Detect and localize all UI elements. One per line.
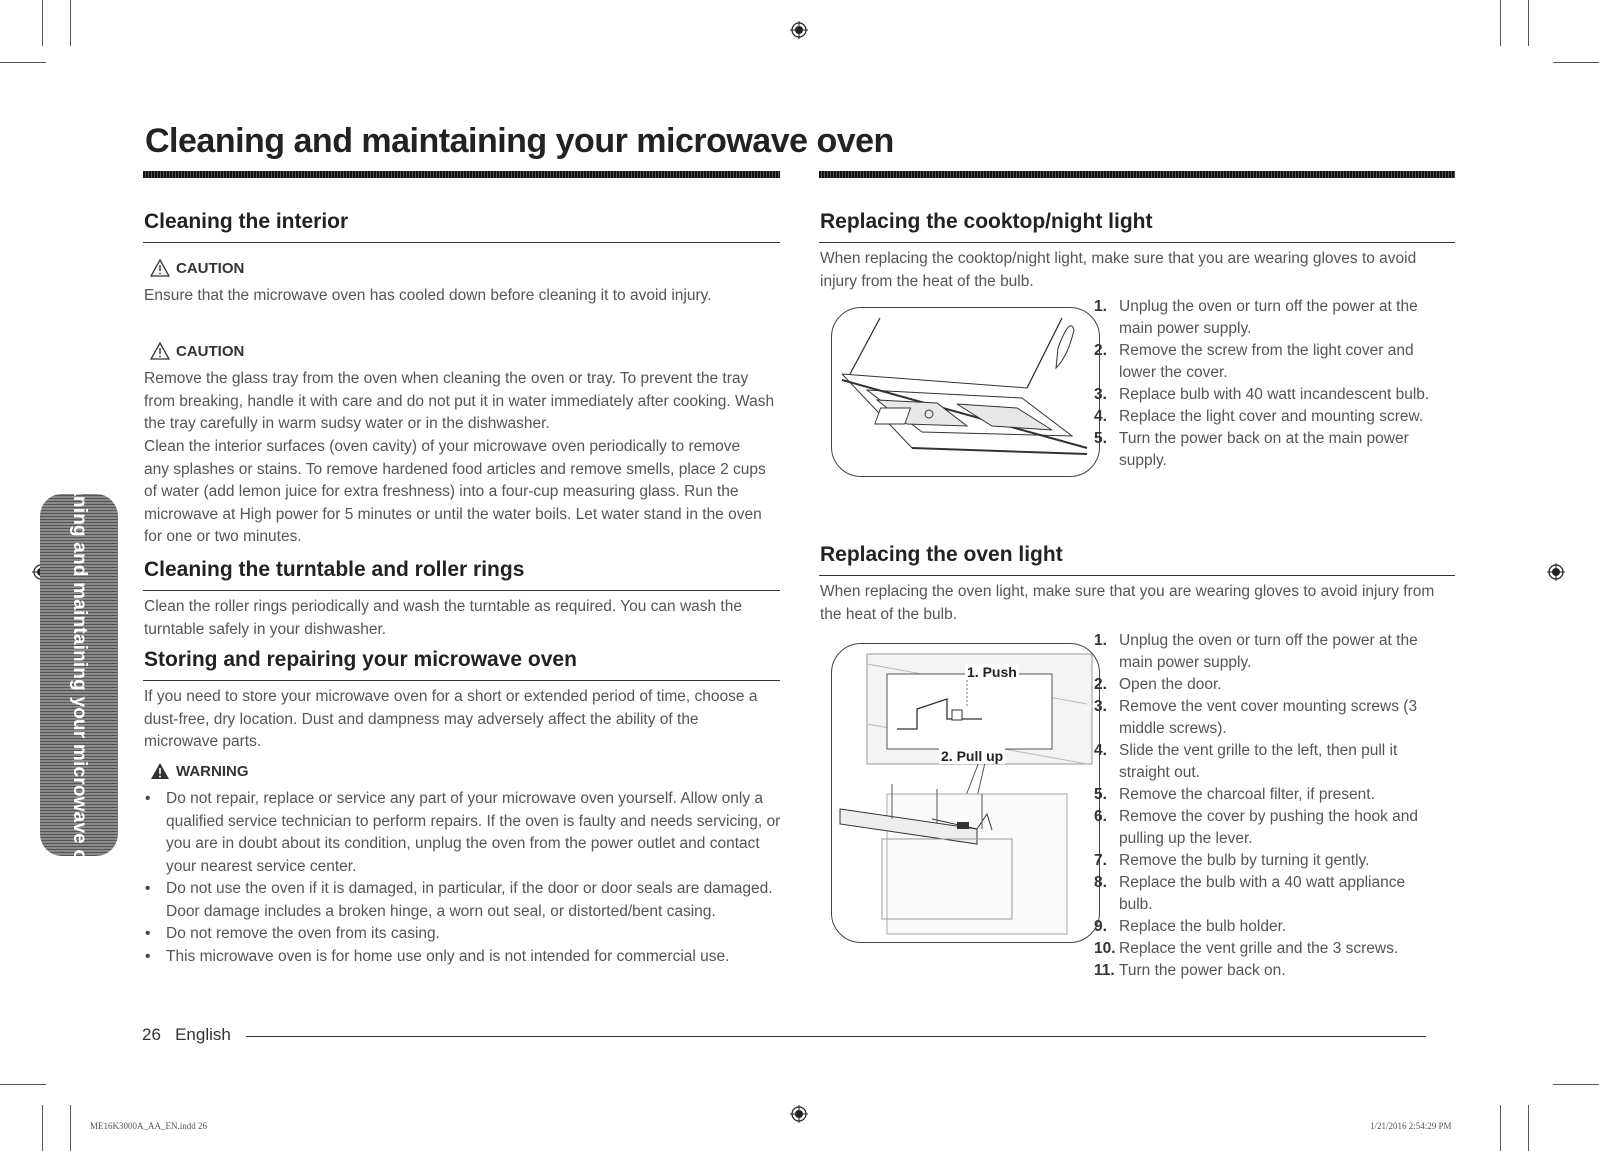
- list-item: [1094, 340, 1434, 384]
- step-number: 9.: [1094, 918, 1107, 935]
- crop-mark: [70, 0, 71, 46]
- list-item: • Do not repair, replace or service any part of your microwave oven yourself. Allow only a qualified service technician to perform repairs. If the oven is faulty and needs servicing, or you are in doubt about its condition, unplug the oven from the power outlet and contact your nearest service center.: [142, 788, 782, 878]
- step-text: Turn the power back on.: [1119, 962, 1286, 979]
- page-number: 26: [142, 1025, 161, 1044]
- step-number: 2.: [1094, 342, 1107, 359]
- step-number: 1.: [1094, 632, 1107, 649]
- step-text: Replace the light cover and mounting screw.: [1119, 408, 1424, 425]
- caution-icon: [150, 259, 170, 277]
- step-text: Remove the charcoal filter, if present.: [1119, 786, 1375, 803]
- step-text: Unplug the oven or turn off the power at the main power supply.: [1119, 632, 1418, 671]
- warning-label-text: WARNING: [176, 762, 249, 780]
- step-number: 3.: [1094, 698, 1107, 715]
- crop-mark: [0, 1084, 46, 1085]
- crop-mark: [1553, 62, 1599, 63]
- list-item: • Do not use the oven if it is damaged, in particular, if the door or door seals are damaged. Door damage includes a broken hinge, a worn out seal, or distorted/bent casing.: [142, 878, 782, 923]
- cooktop-light-illustration: [832, 308, 1099, 476]
- title-rule-left: [143, 171, 780, 178]
- registration-mark-icon: [1547, 563, 1565, 581]
- warning-label: [150, 762, 249, 780]
- section-rule: [819, 575, 1455, 576]
- paragraph: Clean the roller rings periodically and wash the turntable as required. You can wash the turntable safely in your dishwasher.: [144, 598, 742, 638]
- crop-mark: [1500, 1105, 1501, 1151]
- caution-label: [150, 259, 244, 277]
- step-text: Replace the bulb with a 40 watt appliance bulb.: [1119, 874, 1406, 913]
- section-title-cooktop-light: Replacing the cooktop/night light: [820, 210, 1153, 233]
- step-text: Slide the vent grille to the left, then pull it straight out.: [1119, 742, 1398, 781]
- list-item: • Do not remove the oven from its casing.: [142, 923, 782, 946]
- list-item: [1094, 696, 1439, 740]
- step-text: Remove the screw from the light cover and lower the cover.: [1119, 342, 1414, 381]
- registration-mark-icon: [790, 21, 808, 39]
- step-number: 2.: [1094, 676, 1107, 693]
- paragraph: If you need to store your microwave oven for a short or extended period of time, choose a dust-free, dry location. Dust and dampness may adversely affect the ability of the microwave parts.: [144, 688, 758, 750]
- paragraph: Clean the interior surfaces (oven cavity) of your microwave oven periodically to remove any splashes or stains. To remove hardened food articles and remove smells, place 2 cups of water (add lemon juice for extra freshness) into a four-cup measuring glass. Run the microwave at High power for 5 minutes or until the water boils. Let water stand in the oven for one or two minutes.: [144, 438, 766, 545]
- list-item: [1094, 784, 1439, 806]
- step-number: 6.: [1094, 808, 1107, 825]
- section-title-cleaning-interior: Cleaning the interior: [144, 210, 349, 233]
- paragraph: When replacing the cooktop/night light, make sure that you are wearing gloves to avoid injury from the heat of the bulb.: [820, 250, 1417, 290]
- list-item: [1094, 850, 1439, 872]
- footer-rule: [246, 1036, 1426, 1037]
- page-language: English: [175, 1025, 231, 1044]
- step-number: 7.: [1094, 852, 1107, 869]
- caution-label-text: CAUTION: [176, 342, 245, 360]
- step-text: Remove the vent cover mounting screws (3 middle screws).: [1119, 698, 1418, 737]
- caution-text: Remove the glass tray from the oven when cleaning the oven or tray. To prevent the tray from breaking, handle it with care and do not put it in water immediately after cooking. Wash the tray carefully in warm sudsy water or in the dishwasher.: [144, 370, 775, 432]
- list-item: [1094, 406, 1434, 428]
- warning-icon: [150, 762, 170, 780]
- list-item: [1094, 428, 1434, 472]
- figure-label-pull: 2. Pull up: [941, 748, 1004, 764]
- title-rule-right: [819, 171, 1455, 178]
- step-number: 5.: [1094, 786, 1107, 803]
- oven-light-illustration: [832, 644, 1099, 942]
- caution-text: Ensure that the microwave oven has cooled down before cleaning it to avoid injury.: [144, 287, 712, 304]
- section-rule: [143, 590, 780, 591]
- side-tab-label-box: [40, 455, 118, 895]
- cooktop-light-steps: [1094, 296, 1434, 472]
- section-rule: [143, 680, 780, 681]
- imprint-file: ME16K3000A_AA_EN.indd 26: [90, 1121, 207, 1131]
- step-number: 1.: [1094, 298, 1107, 315]
- list-item: [1094, 806, 1439, 850]
- registration-mark-icon: [790, 1105, 808, 1123]
- caution-label: [150, 342, 244, 360]
- oven-light-figure: [831, 643, 1100, 943]
- step-number: 10.: [1094, 940, 1116, 957]
- crop-mark: [0, 62, 46, 63]
- step-text: Turn the power back on at the main power supply.: [1119, 430, 1409, 469]
- step-number: 5.: [1094, 430, 1107, 447]
- step-text: Remove the bulb by turning it gently.: [1119, 852, 1370, 869]
- crop-mark: [1553, 1084, 1599, 1085]
- list-item: [1094, 674, 1439, 696]
- crop-mark: [1528, 0, 1529, 46]
- list-item: [1094, 296, 1434, 340]
- figure-label-push: 1. Push: [967, 664, 1017, 680]
- list-item: [1094, 938, 1439, 960]
- crop-mark: [70, 1105, 71, 1151]
- cooktop-light-figure: [831, 307, 1100, 477]
- section-title-storing: Storing and repairing your microwave oven: [144, 648, 577, 671]
- oven-light-steps: [1094, 630, 1439, 982]
- step-text: Remove the cover by pushing the hook and pulling up the lever.: [1119, 808, 1418, 847]
- crop-mark: [1500, 0, 1501, 46]
- list-item: [1094, 872, 1439, 916]
- crop-mark: [42, 0, 43, 46]
- crop-mark: [42, 1105, 43, 1151]
- list-item: [1094, 740, 1439, 784]
- list-item: [1094, 916, 1439, 938]
- list-item: [1094, 630, 1439, 674]
- step-number: 11.: [1094, 962, 1115, 979]
- step-text: Replace the bulb holder.: [1119, 918, 1287, 935]
- section-title-oven-light: Replacing the oven light: [820, 543, 1063, 566]
- side-tab-label: Cleaning and maintaining your microwave oven: [69, 455, 90, 895]
- list-item: [1094, 384, 1434, 406]
- page-title: Cleaning and maintaining your microwave oven: [145, 122, 894, 160]
- step-text: Unplug the oven or turn off the power at the main power supply.: [1119, 298, 1418, 337]
- imprint-date: 1/21/2016 2:54:29 PM: [1370, 1121, 1452, 1131]
- step-text: Replace bulb with 40 watt incandescent bulb.: [1119, 386, 1430, 403]
- list-item: [1094, 960, 1439, 982]
- step-number: 3.: [1094, 386, 1107, 403]
- step-text: Replace the vent grille and the 3 screws.: [1119, 940, 1399, 957]
- caution-label-text: CAUTION: [176, 259, 245, 277]
- crop-mark: [1528, 1105, 1529, 1151]
- warning-list: [142, 788, 782, 968]
- page-footer: [142, 1025, 231, 1045]
- step-number: 8.: [1094, 874, 1107, 891]
- paragraph: When replacing the oven light, make sure that you are wearing gloves to avoid injury from the heat of the bulb.: [820, 583, 1435, 623]
- step-number: 4.: [1094, 408, 1107, 425]
- section-rule: [143, 242, 780, 243]
- section-title-turntable: Cleaning the turntable and roller rings: [144, 558, 525, 581]
- section-rule: [819, 242, 1455, 243]
- list-item: • This microwave oven is for home use only and is not intended for commercial use.: [142, 946, 782, 969]
- step-text: Open the door.: [1119, 676, 1222, 693]
- caution-icon: [150, 342, 170, 360]
- step-number: 4.: [1094, 742, 1107, 759]
